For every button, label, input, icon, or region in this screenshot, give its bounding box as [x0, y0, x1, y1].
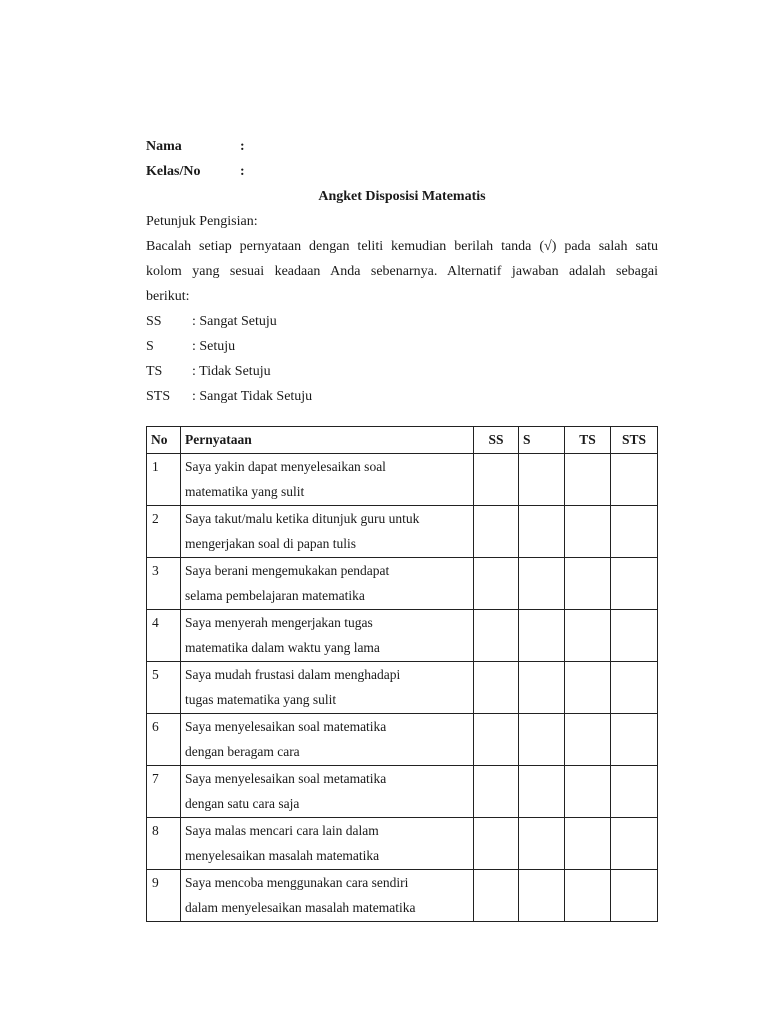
answer-cell-sts[interactable] [611, 765, 658, 817]
answer-cell-sts[interactable] [611, 505, 658, 557]
row-number: 8 [147, 817, 181, 869]
answer-cell-ss[interactable] [474, 713, 519, 765]
answer-cell-s[interactable] [519, 557, 565, 609]
table-header-row [147, 427, 658, 454]
answer-cell-ts[interactable] [565, 817, 611, 869]
table-row [147, 505, 658, 557]
answer-cell-ss[interactable] [474, 661, 519, 713]
answer-cell-ts[interactable] [565, 713, 611, 765]
answer-cell-ss[interactable] [474, 817, 519, 869]
statement-line-2: dengan satu cara saja [185, 796, 300, 811]
answer-cell-sts[interactable] [611, 661, 658, 713]
legend-item [146, 334, 658, 359]
answer-cell-s[interactable] [519, 505, 565, 557]
statement-line-1: Saya malas mencari cara lain dalam [185, 822, 379, 838]
statement-line-2: selama pembelajaran matematika [185, 588, 365, 603]
legend-meaning: : Sangat Tidak Setuju [192, 389, 313, 404]
header-ss: SS [474, 427, 519, 454]
legend-abbr: STS [146, 389, 171, 404]
row-statement [181, 765, 474, 817]
answer-cell-ss[interactable] [474, 453, 519, 505]
statement-line-1: Saya mencoba menggunakan cara sendiri [185, 874, 409, 890]
legend-item [146, 309, 658, 334]
header-s: S [519, 427, 565, 454]
name-label: Nama [146, 139, 182, 154]
instructions-body [146, 234, 658, 309]
statement-line-2: dalam menyelesaikan masalah matematika [185, 900, 416, 915]
statement-line-2: matematika dalam waktu yang lama [185, 640, 380, 655]
answer-cell-ts[interactable] [565, 765, 611, 817]
statement-line-2: matematika yang sulit [185, 484, 305, 499]
answer-cell-s[interactable] [519, 765, 565, 817]
table-row [147, 609, 658, 661]
statement-line-2: tugas matematika yang sulit [185, 692, 337, 707]
instructions-heading: Petunjuk Pengisian: [146, 214, 258, 229]
table-row [147, 661, 658, 713]
answer-cell-ts[interactable] [565, 869, 611, 921]
answer-cell-sts[interactable] [611, 713, 658, 765]
header-ts: TS [565, 427, 611, 454]
statement-line-2: dengan beragam cara [185, 744, 300, 759]
row-statement [181, 869, 474, 921]
answer-cell-ss[interactable] [474, 505, 519, 557]
table-row [147, 713, 658, 765]
row-number: 3 [147, 557, 181, 609]
answer-cell-ts[interactable] [565, 557, 611, 609]
table-row [147, 557, 658, 609]
row-statement [181, 453, 474, 505]
legend-meaning: : Sangat Setuju [192, 314, 277, 329]
answer-cell-s[interactable] [519, 609, 565, 661]
questionnaire-table [146, 426, 658, 922]
legend-abbr: TS [146, 364, 163, 379]
row-number: 6 [147, 713, 181, 765]
answer-cell-sts[interactable] [611, 609, 658, 661]
class-field-row [146, 159, 658, 184]
questionnaire-page [146, 134, 658, 922]
answer-cell-ts[interactable] [565, 609, 611, 661]
row-number: 2 [147, 505, 181, 557]
header-statement: Pernyataan [181, 427, 474, 454]
statement-line-1: Saya mudah frustasi dalam menghadapi [185, 666, 401, 682]
answer-cell-s[interactable] [519, 869, 565, 921]
statement-line-2: menyelesaikan masalah matematika [185, 848, 380, 863]
answer-cell-ts[interactable] [565, 505, 611, 557]
class-label: Kelas/No [146, 164, 201, 179]
statement-line-1: Saya menyelesaikan soal matematika [185, 718, 387, 734]
statement-line-1: Saya menyelesaikan soal metamatika [185, 770, 387, 786]
row-statement [181, 713, 474, 765]
statement-line-1: Saya berani mengemukakan pendapat [185, 562, 390, 578]
answer-cell-ss[interactable] [474, 765, 519, 817]
instructions-line-2: kolom yang sesuai keadaan Anda sebenarnya. Alternatif jawaban adalah sebagai [146, 264, 658, 279]
row-number: 5 [147, 661, 181, 713]
answer-cell-sts[interactable] [611, 817, 658, 869]
table-row [147, 765, 658, 817]
legend-abbr: S [146, 339, 154, 354]
answer-cell-sts[interactable] [611, 557, 658, 609]
legend-abbr: SS [146, 314, 162, 329]
row-number: 1 [147, 453, 181, 505]
row-number: 7 [147, 765, 181, 817]
answer-legend [146, 309, 658, 409]
table-row [147, 453, 658, 505]
row-statement [181, 609, 474, 661]
answer-cell-s[interactable] [519, 661, 565, 713]
row-statement [181, 661, 474, 713]
page-title: Angket Disposisi Matematis [318, 189, 486, 204]
class-colon: : [240, 164, 245, 179]
legend-item [146, 359, 658, 384]
row-number: 9 [147, 869, 181, 921]
instructions-line-3: berikut: [146, 289, 190, 304]
instructions-line-1: Bacalah setiap pernyataan dengan teliti kemudian berilah tanda (√) pada salah satu [146, 239, 658, 254]
row-statement [181, 505, 474, 557]
answer-cell-sts[interactable] [611, 869, 658, 921]
answer-cell-s[interactable] [519, 817, 565, 869]
statement-line-1: Saya yakin dapat menyelesaikan soal [185, 458, 386, 474]
table-row [147, 869, 658, 921]
name-field-row [146, 134, 658, 159]
answer-cell-ss[interactable] [474, 557, 519, 609]
answer-cell-ss[interactable] [474, 869, 519, 921]
statement-line-1: Saya menyerah mengerjakan tugas [185, 614, 373, 630]
answer-cell-sts[interactable] [611, 453, 658, 505]
statement-line-1: Saya takut/malu ketika ditunjuk guru untuk [185, 510, 420, 526]
answer-cell-ts[interactable] [565, 661, 611, 713]
legend-meaning: : Setuju [192, 339, 236, 354]
table-row [147, 817, 658, 869]
legend-meaning: : Tidak Setuju [192, 364, 271, 379]
header-no: No [147, 427, 181, 454]
answer-cell-ts[interactable] [565, 453, 611, 505]
row-statement [181, 557, 474, 609]
row-number: 4 [147, 609, 181, 661]
answer-cell-s[interactable] [519, 713, 565, 765]
answer-cell-s[interactable] [519, 453, 565, 505]
name-colon: : [240, 139, 245, 154]
answer-cell-ss[interactable] [474, 609, 519, 661]
legend-item [146, 384, 658, 409]
header-sts: STS [611, 427, 658, 454]
statement-line-2: mengerjakan soal di papan tulis [185, 536, 356, 551]
row-statement [181, 817, 474, 869]
